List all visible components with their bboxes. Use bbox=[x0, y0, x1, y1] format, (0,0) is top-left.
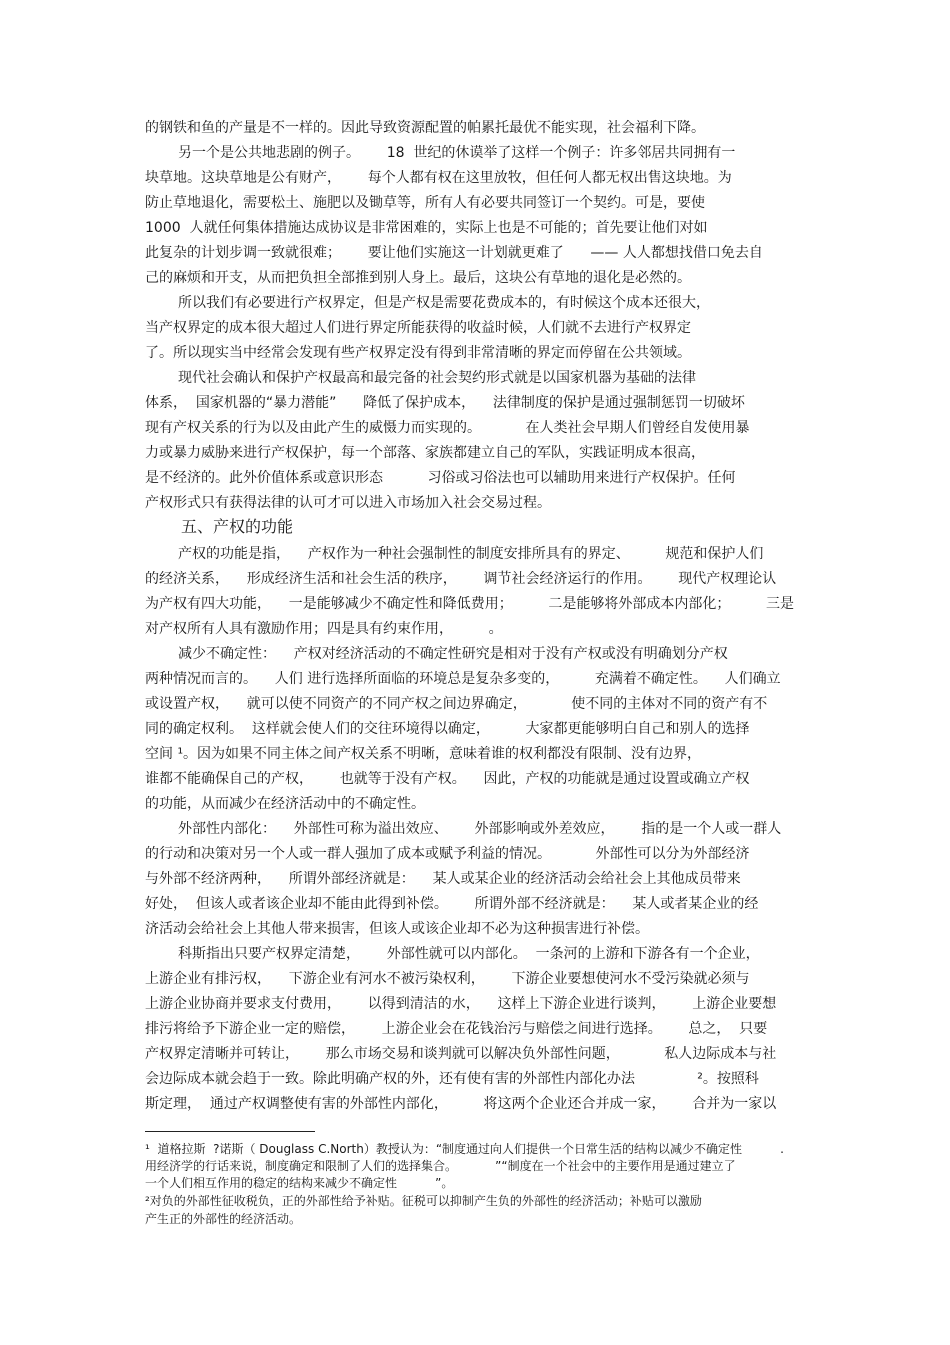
body-line: 的行动和决策对另一个人或一群人强加了成本或赋予利益的情况。 外部性可以分为外部经济 bbox=[145, 846, 750, 862]
body-line: 斯定理， 通过产权调整使有害的外部性内部化， 将这两个企业还合并成一家， 合并为一家以 bbox=[145, 1096, 777, 1112]
footnote-divider bbox=[145, 1131, 315, 1132]
body-line: 空间 ¹。因为如果不同主体之间产权关系不明晰，意味着谁的权利都没有限制、没有边界， bbox=[145, 746, 702, 762]
body-line: 块草地。这块草地是公有财产， 每个人都有权在这里放牧，但任何人都无权出售这块地。为 bbox=[145, 170, 732, 186]
body-line: 科斯指出只要产权界定清楚， 外部性就可以内部化。 一条河的上游和下游各有一个企业， bbox=[178, 946, 760, 962]
body-line: 济活动会给社会上其他人带来损害，但该人或该企业却不必为这种损害进行补偿。 bbox=[145, 921, 649, 937]
body-line: 防止草地退化，需要松土、施肥以及锄草等，所有人有必要共同签订一个契约。可是，要使 bbox=[145, 195, 705, 211]
body-line: 与外部不经济两种， 所谓外部经济就是： 某人或某企业的经济活动会给社会上其他成员带来 bbox=[145, 871, 741, 887]
body-line: 是不经济的。此外价值体系或意识形态 习俗或习俗法也可以辅助用来进行产权保护。任何 bbox=[145, 470, 736, 486]
body-line: 的钢铁和鱼的产量是不一样的。因此导致资源配置的帕累托最优不能实现，社会福利下降。 bbox=[145, 120, 705, 136]
body-line: 此复杂的计划步调一致就很难； 要让他们实施这一计划就更难了 —— 人人都想找借口免去自 bbox=[145, 245, 763, 261]
footnote-line: ²对负的外部性征收税负，正的外部性给予补贴。征税可以抑制产生负的外部性的经济活动；补贴可以激励 bbox=[145, 1194, 702, 1208]
body-line: 或设置产权， 就可以使不同资产的不同产权之间边界确定， 使不同的主体对不同的资产有不 bbox=[145, 696, 768, 712]
body-line: 上游企业协商并要求支付费用， 以得到清洁的水， 这样上下游企业进行谈判， 上游企业要想 bbox=[145, 996, 777, 1012]
body-line: 排污将给予下游企业一定的赔偿， 上游企业会在花钱治污与赔偿之间进行选择。 总之， 只要 bbox=[145, 1021, 768, 1037]
body-line: 所以我们有必要进行产权界定，但是产权是需要花费成本的，有时候这个成本还很大， bbox=[178, 295, 710, 311]
body-line: 产权的功能是指， 产权作为一种社会强制性的制度安排所具有的界定、 规范和保护人们 bbox=[178, 546, 764, 562]
body-line: 外部性内部化： 外部性可称为溢出效应、 外部影响或外差效应， 指的是一个人或一群人 bbox=[178, 821, 782, 837]
body-line: 的功能，从而减少在经济活动中的不确定性。 bbox=[145, 796, 425, 812]
body-line: 谁都不能确保自己的产权， 也就等于没有产权。 因此，产权的功能就是通过设置或确立产权 bbox=[145, 771, 750, 787]
section-heading: 五、产权的功能 bbox=[181, 517, 294, 536]
footnote-line: 产生正的外部性的经济活动。 bbox=[145, 1212, 302, 1226]
body-line: 当产权界定的成本很大超过人们进行界定所能获得的收益时候，人们就不去进行产权界定 bbox=[145, 320, 691, 336]
body-line: 现代社会确认和保护产权最高和最完备的社会契约形式就是以国家机器为基础的法律 bbox=[178, 370, 696, 386]
footnote-line: ¹ 道格拉斯 ?诺斯（ Douglass C.North）教授认为：“制度通过向人们提供一个日常生活的结构以减少不确定性 . bbox=[145, 1142, 784, 1156]
body-line: 上游企业有排污权， 下游企业有河水不被污染权利， 下游企业要想使河水不受污染就必须与 bbox=[145, 971, 750, 987]
body-line: 同的确定权利。 这样就会使人们的交往环境得以确定， 大家都更能够明白自己和别人的选择 bbox=[145, 721, 750, 737]
body-line: 好处， 但该人或者该企业却不能由此得到补偿。 所谓外部不经济就是： 某人或者某企业的经 bbox=[145, 896, 759, 912]
body-line: 了。所以现实当中经常会发现有些产权界定没有得到非常清晰的界定而停留在公共领域。 bbox=[145, 345, 691, 361]
body-line: 现有产权关系的行为以及由此产生的威慑力而实现的。 在人类社会早期人们曾经自发使用暴 bbox=[145, 420, 750, 436]
footnote-line: 用经济学的行话来说，制度确定和限制了人们的选择集合。 ”“制度在一个社会中的主要作用是通过建立了 bbox=[145, 1159, 736, 1173]
footnote-line: 一个人们相互作用的稳定的结构来减少不确定性 ”。 bbox=[145, 1176, 454, 1190]
body-line: 力或暴力威胁来进行产权保护，每一个部落、家族都建立自己的军队，实践证明成本很高， bbox=[145, 445, 705, 461]
body-line: 己的麻烦和开支，从而把负担全部推到别人身上。最后，这块公有草地的退化是必然的。 bbox=[145, 270, 691, 286]
body-line: 减少不确定性： 产权对经济活动的不确定性研究是相对于没有产权或没有明确划分产权 bbox=[178, 646, 728, 662]
body-line: 为产权有四大功能， 一是能够减少不确定性和降低费用； 二是能够将外部成本内部化； 三是 bbox=[145, 596, 795, 612]
body-line: 另一个是公共地悲剧的例子。 18 世纪的休谟举了这样一个例子：许多邻居共同拥有一 bbox=[178, 145, 736, 161]
body-line: 产权界定清晰并可转让， 那么市场交易和谈判就可以解决负外部性问题， 私人边际成本与社 bbox=[145, 1046, 777, 1062]
body-line: 1000 人就任何集体措施达成协议是非常困难的，实际上也是不可能的；首先要让他们对如 bbox=[145, 220, 708, 236]
body-line: 对产权所有人具有激励作用；四是具有约束作用， 。 bbox=[145, 621, 503, 637]
body-line: 会边际成本就会趋于一致。除此明确产权的外，还有使有害的外部性内部化办法 ²。按照科 bbox=[145, 1071, 759, 1087]
body-line: 的经济关系， 形成经济生活和社会生活的秩序， 调节社会经济运行的作用。 现代产权理论认 bbox=[145, 571, 777, 587]
body-line: 体系， 国家机器的“暴力潜能” 降低了保护成本， 法律制度的保护是通过强制惩罚一切破坏 bbox=[145, 395, 745, 411]
body-line: 产权形式只有获得法律的认可才可以进入市场加入社会交易过程。 bbox=[145, 495, 551, 511]
body-line: 两种情况而言的。 人们 进行选择所面临的环境总是复杂多变的， 充满着不确定性。 人们确立 bbox=[145, 671, 781, 687]
